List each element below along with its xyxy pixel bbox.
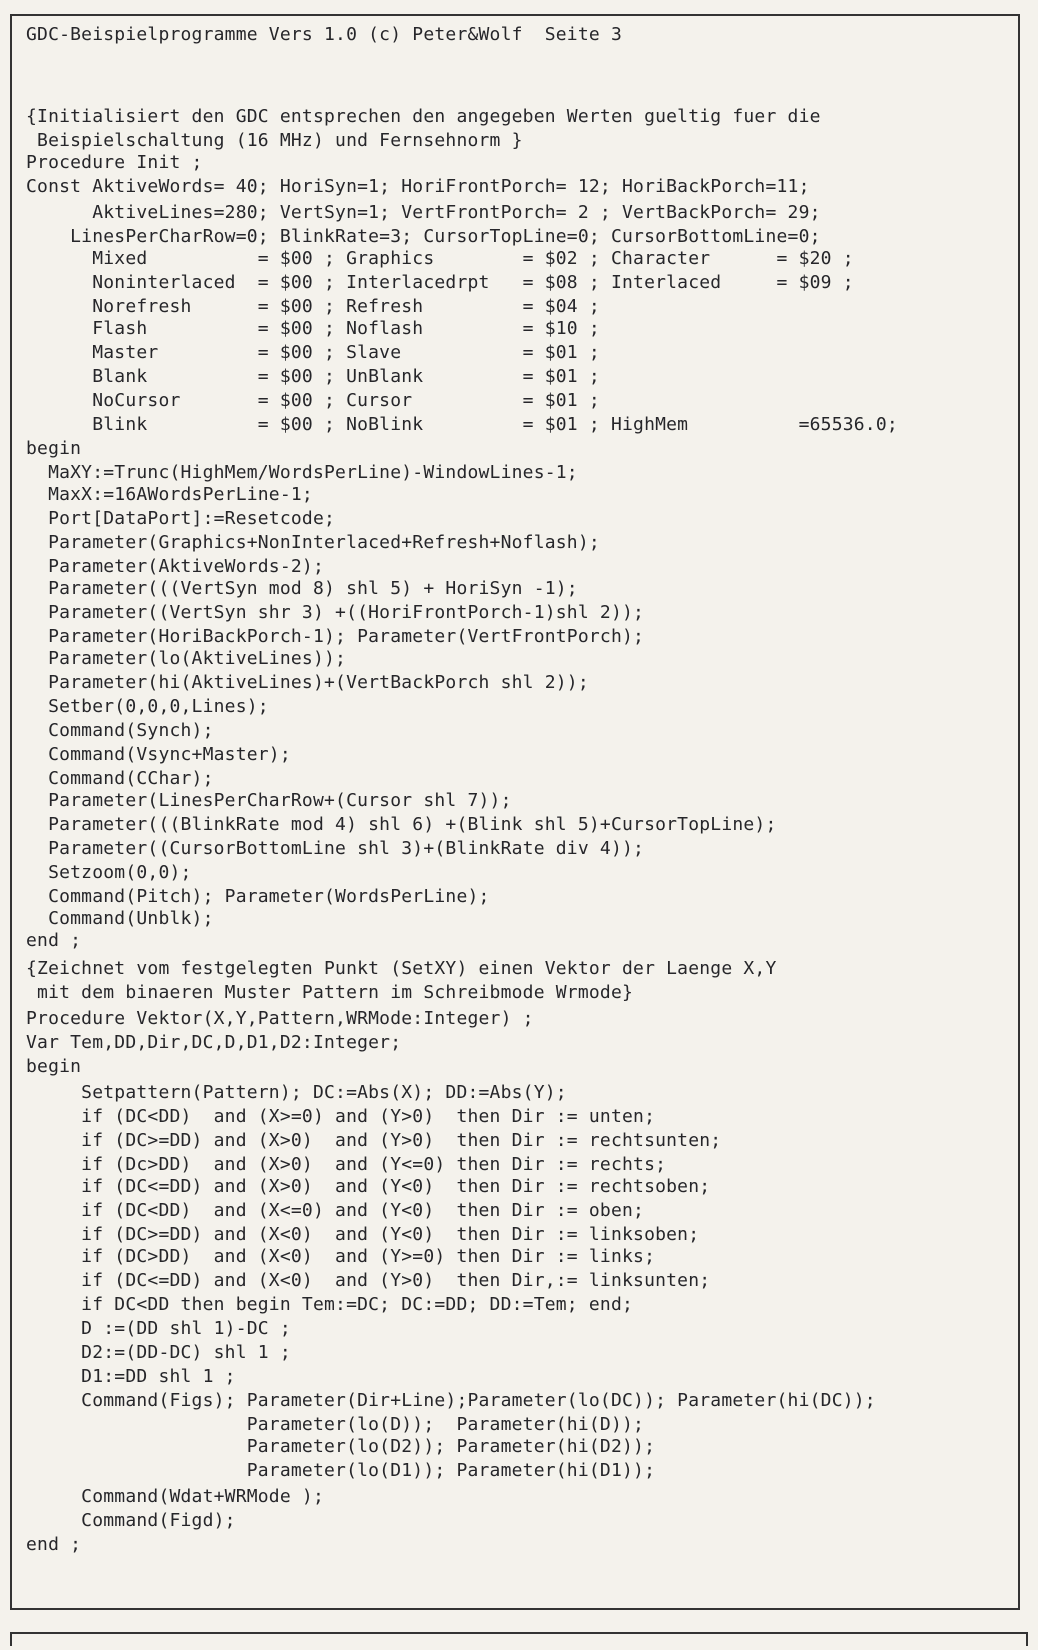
- code-line: Command(Wdat+WRMode );: [26, 1486, 324, 1507]
- code-line: begin: [26, 1056, 82, 1077]
- code-line: Parameter(((VertSyn mod 8) shl 5) + HoriSyn -1);: [26, 578, 578, 599]
- code-line: Parameter(lo(AktiveLines));: [26, 648, 347, 669]
- code-line: MaXY:=Trunc(HighMem/WordsPerLine)-WindowLines-1;: [26, 462, 578, 483]
- code-line: if (DC<DD) and (X>=0) and (Y>0) then Dir := unten;: [26, 1106, 656, 1127]
- listing-frame: [10, 14, 1020, 1610]
- code-line: Parameter(Graphics+NonInterlaced+Refresh+Noflash);: [26, 532, 600, 553]
- code-line: Parameter(HoriBackPorch-1); Parameter(VertFrontPorch);: [26, 626, 645, 647]
- code-line: Parameter((CursorBottomLine shl 3)+(BlinkRate div 4));: [26, 838, 645, 859]
- code-line: Command(Figd);: [26, 1510, 236, 1531]
- code-line: Const AktiveWords= 40; HoriSyn=1; HoriFrontPorch= 12; HoriBackPorch=11;: [26, 176, 810, 197]
- code-line: if (Dc>DD) and (X>0) and (Y<=0) then Dir := rechts;: [26, 1154, 667, 1175]
- code-line: Parameter(LinesPerCharRow+(Cursor shl 7));: [26, 790, 512, 811]
- code-line: Command(Vsync+Master);: [26, 744, 291, 765]
- code-line: {Initialisiert den GDC entsprechen den angegeben Werten gueltig fuer die: [26, 106, 821, 127]
- code-line: Norefresh = $00 ; Refresh = $04 ;: [26, 296, 600, 317]
- code-line: if (DC<=DD) and (X>0) and (Y<0) then Dir := rechtsoben;: [26, 1176, 711, 1197]
- code-line: Procedure Vektor(X,Y,Pattern,WRMode:Integer) ;: [26, 1008, 534, 1029]
- code-line: NoCursor = $00 ; Cursor = $01 ;: [26, 390, 600, 411]
- code-line: D :=(DD shl 1)-DC ;: [26, 1318, 291, 1339]
- next-frame-edge: [10, 1632, 1028, 1646]
- code-line: Blank = $00 ; UnBlank = $01 ;: [26, 366, 600, 387]
- code-line: Master = $00 ; Slave = $01 ;: [26, 342, 600, 363]
- code-line: Command(Unblk);: [26, 908, 214, 929]
- page-header: GDC-Beispielprogramme Vers 1.0 (c) Peter&Wolf Seite 3: [26, 24, 622, 45]
- code-line: D2:=(DD-DC) shl 1 ;: [26, 1342, 291, 1363]
- code-line: Procedure Init ;: [26, 152, 203, 173]
- code-line: Blink = $00 ; NoBlink = $01 ; HighMem =65536.0;: [26, 414, 898, 435]
- code-line: end ;: [26, 930, 82, 951]
- code-line: Flash = $00 ; Noflash = $10 ;: [26, 318, 600, 339]
- code-line: {Zeichnet vom festgelegten Punkt (SetXY) einen Vektor der Laenge X,Y: [26, 958, 777, 979]
- code-line: AktiveLines=280; VertSyn=1; VertFrontPorch= 2 ; VertBackPorch= 29;: [26, 202, 821, 223]
- code-line: if (DC>DD) and (X<0) and (Y>=0) then Dir := links;: [26, 1246, 656, 1267]
- code-line: Port[DataPort]:=Resetcode;: [26, 508, 336, 529]
- code-line: Command(CChar);: [26, 768, 214, 789]
- code-line: Parameter(lo(D2)); Parameter(hi(D2));: [26, 1436, 656, 1457]
- code-line: Parameter(AktiveWords-2);: [26, 556, 324, 577]
- code-line: if (DC>=DD) and (X<0) and (Y<0) then Dir := linksoben;: [26, 1224, 700, 1245]
- code-line: Parameter(((BlinkRate mod 4) shl 6) +(Blink shl 5)+CursorTopLine);: [26, 814, 777, 835]
- code-line: Setpattern(Pattern); DC:=Abs(X); DD:=Abs(Y);: [26, 1082, 567, 1103]
- code-line: Parameter(lo(D)); Parameter(hi(D));: [26, 1414, 645, 1435]
- code-line: Command(Synch);: [26, 720, 214, 741]
- code-line: D1:=DD shl 1 ;: [26, 1366, 236, 1387]
- code-line: mit dem binaeren Muster Pattern im Schreibmode Wrmode}: [26, 982, 634, 1003]
- code-line: begin: [26, 438, 82, 459]
- code-line: Parameter((VertSyn shr 3) +((HoriFrontPorch-1)shl 2));: [26, 602, 645, 623]
- code-line: end ;: [26, 1534, 82, 1555]
- code-line: Var Tem,DD,Dir,DC,D,D1,D2:Integer;: [26, 1032, 402, 1053]
- code-line: if (DC<=DD) and (X<0) and (Y>0) then Dir,:= linksunten;: [26, 1270, 711, 1291]
- code-line: Command(Figs); Parameter(Dir+Line);Parameter(lo(DC)); Parameter(hi(DC));: [26, 1390, 876, 1411]
- code-line: if (DC>=DD) and (X>0) and (Y>0) then Dir := rechtsunten;: [26, 1130, 722, 1151]
- code-line: Beispielschaltung (16 MHz) und Fernsehnorm }: [26, 130, 523, 151]
- code-line: if (DC<DD) and (X<=0) and (Y<0) then Dir := oben;: [26, 1200, 645, 1221]
- code-line: Parameter(hi(AktiveLines)+(VertBackPorch shl 2));: [26, 672, 589, 693]
- code-line: MaxX:=16AWordsPerLine-1;: [26, 484, 313, 505]
- code-line: Mixed = $00 ; Graphics = $02 ; Character = $20 ;: [26, 248, 854, 269]
- code-line: LinesPerCharRow=0; BlinkRate=3; CursorTopLine=0; CursorBottomLine=0;: [26, 226, 821, 247]
- code-line: if DC<DD then begin Tem:=DC; DC:=DD; DD:=Tem; end;: [26, 1294, 634, 1315]
- code-line: Setzoom(0,0);: [26, 862, 192, 883]
- code-line: Noninterlaced = $00 ; Interlacedrpt = $08 ; Interlaced = $09 ;: [26, 272, 854, 293]
- code-line: Command(Pitch); Parameter(WordsPerLine);: [26, 886, 490, 907]
- code-line: Setber(0,0,0,Lines);: [26, 696, 269, 717]
- code-line: Parameter(lo(D1)); Parameter(hi(D1));: [26, 1460, 656, 1481]
